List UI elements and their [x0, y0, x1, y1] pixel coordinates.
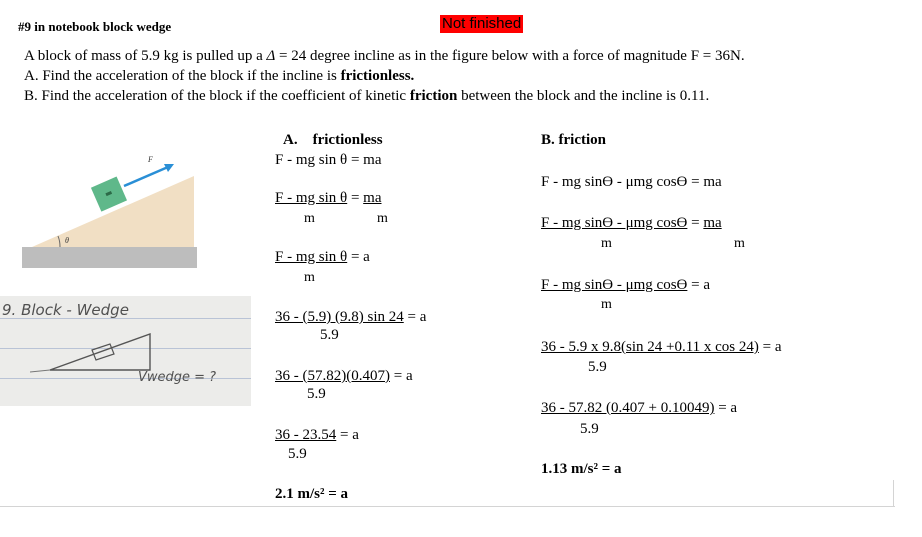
part-a-eq5-rhs: = a: [389, 368, 413, 384]
part-a-eq6-denominator: 5.9: [288, 446, 307, 462]
problem-statement: [24, 48, 745, 65]
question-a-bold: frictionless.: [340, 68, 415, 84]
part-b-eq3-denominator: m: [601, 297, 612, 312]
part-b-eq3-rhs: = a: [687, 277, 710, 293]
part-b-equation-5: [541, 400, 737, 417]
part-a-eq3-numerator: F - mg sin θ: [275, 249, 348, 265]
handwritten-line-2: Vwedge = ?: [138, 370, 217, 385]
force-arrow: [124, 167, 168, 186]
part-b-eq5-denominator: 5.9: [580, 421, 599, 437]
part-b-eq2-rhs: ma: [703, 215, 722, 231]
force-label: F: [148, 155, 153, 164]
part-a-eq4-denominator: 5.9: [320, 327, 339, 343]
part-a-eq2-rhs: ma: [363, 190, 382, 206]
question-a-text: A. Find the acceleration of the block if the incline is: [24, 68, 341, 84]
part-b-equation-3: [541, 277, 710, 294]
part-a-equation-1: F - mg sin θ = ma: [275, 152, 382, 168]
part-a-equation-4: [275, 309, 426, 326]
part-a-eq6-rhs: = a: [336, 427, 359, 443]
block: [91, 177, 127, 212]
angle-label: θ: [65, 236, 69, 245]
part-a-eq2-denominator-right: m: [377, 211, 388, 226]
part-a-letter: A.: [283, 132, 298, 148]
part-a-heading: [283, 132, 383, 149]
part-a-eq6-numerator: 36 - 23.54: [275, 427, 337, 443]
statement-prefix: A block of mass of 5.9 kg is pulled up a: [24, 48, 267, 64]
part-b-eq2-denominator-left: m: [601, 236, 612, 251]
part-b-eq4-numerator: 36 - 5.9 x 9.8(sin 24 +0.11 x cos 24): [541, 339, 759, 355]
part-a-equation-6: [275, 427, 359, 444]
part-b-heading: B. friction: [541, 132, 606, 148]
part-a-eq3-denominator: m: [304, 270, 315, 285]
part-b-eq4-denominator: 5.9: [588, 359, 607, 375]
question-b-text: B. Find the acceleration of the block if the coefficient of kinetic: [24, 88, 410, 104]
part-a-eq2-numerator: F - mg sin θ: [275, 190, 348, 206]
statement-suffix: = 24 degree incline as in the figure below with a force of magnitude F = 36N.: [275, 48, 745, 64]
notebook-photo: [0, 296, 251, 406]
delta-symbol: Δ: [266, 48, 276, 64]
part-b-eq2-numerator: F - mg sinϴ - μmg cosϴ: [541, 215, 688, 231]
notebook-title: #9 in notebook block wedge: [18, 19, 172, 34]
part-a-eq2-denominator-left: m: [304, 211, 315, 226]
part-b-eq2-equals: =: [687, 215, 704, 231]
page-right-divider: [893, 480, 894, 507]
part-b-eq2-denominator-right: m: [734, 236, 745, 251]
part-b-equation-4: [541, 339, 782, 356]
part-a-eq2-equals: =: [347, 190, 364, 206]
page-bottom-divider: [0, 506, 895, 507]
part-a-eq3-rhs: = a: [347, 249, 370, 265]
part-b-equation-2: [541, 215, 722, 232]
part-a-equation-5: [275, 368, 413, 385]
part-a-equation-3: [275, 249, 370, 266]
part-b-eq5-rhs: = a: [714, 400, 738, 416]
handwritten-line-1: 9. Block - Wedge: [2, 301, 129, 319]
part-a-eq4-numerator: 36 - (5.9) (9.8) sin 24: [275, 309, 404, 325]
ground: [22, 247, 197, 268]
part-b-equation-1: F - mg sinϴ - μmg cosϴ = ma: [541, 174, 722, 190]
part-a-eq4-rhs: = a: [403, 309, 427, 325]
question-b-suffix: between the block and the incline is 0.11.: [457, 88, 710, 104]
part-b-eq5-numerator: 36 - 57.82 (0.407 + 0.10049): [541, 400, 715, 416]
part-a-label: frictionless: [312, 132, 383, 148]
part-b-eq3-numerator: F - mg sinϴ - μmg cosϴ: [541, 277, 688, 293]
question-b: [24, 88, 709, 105]
part-a-eq5-numerator: 36 - (57.82)(0.407): [275, 368, 390, 384]
incline-diagram: [22, 150, 197, 268]
part-b-result: 1.13 m/s² = a: [541, 461, 622, 477]
part-a-result: 2.1 m/s² = a: [275, 486, 349, 502]
part-b-eq4-rhs: = a: [758, 339, 782, 355]
status-badge: Not finished: [442, 15, 522, 32]
part-a-equation-2: [275, 190, 382, 207]
question-b-bold: friction: [409, 88, 458, 104]
question-a: [24, 68, 414, 85]
part-a-eq5-denominator: 5.9: [307, 386, 326, 402]
